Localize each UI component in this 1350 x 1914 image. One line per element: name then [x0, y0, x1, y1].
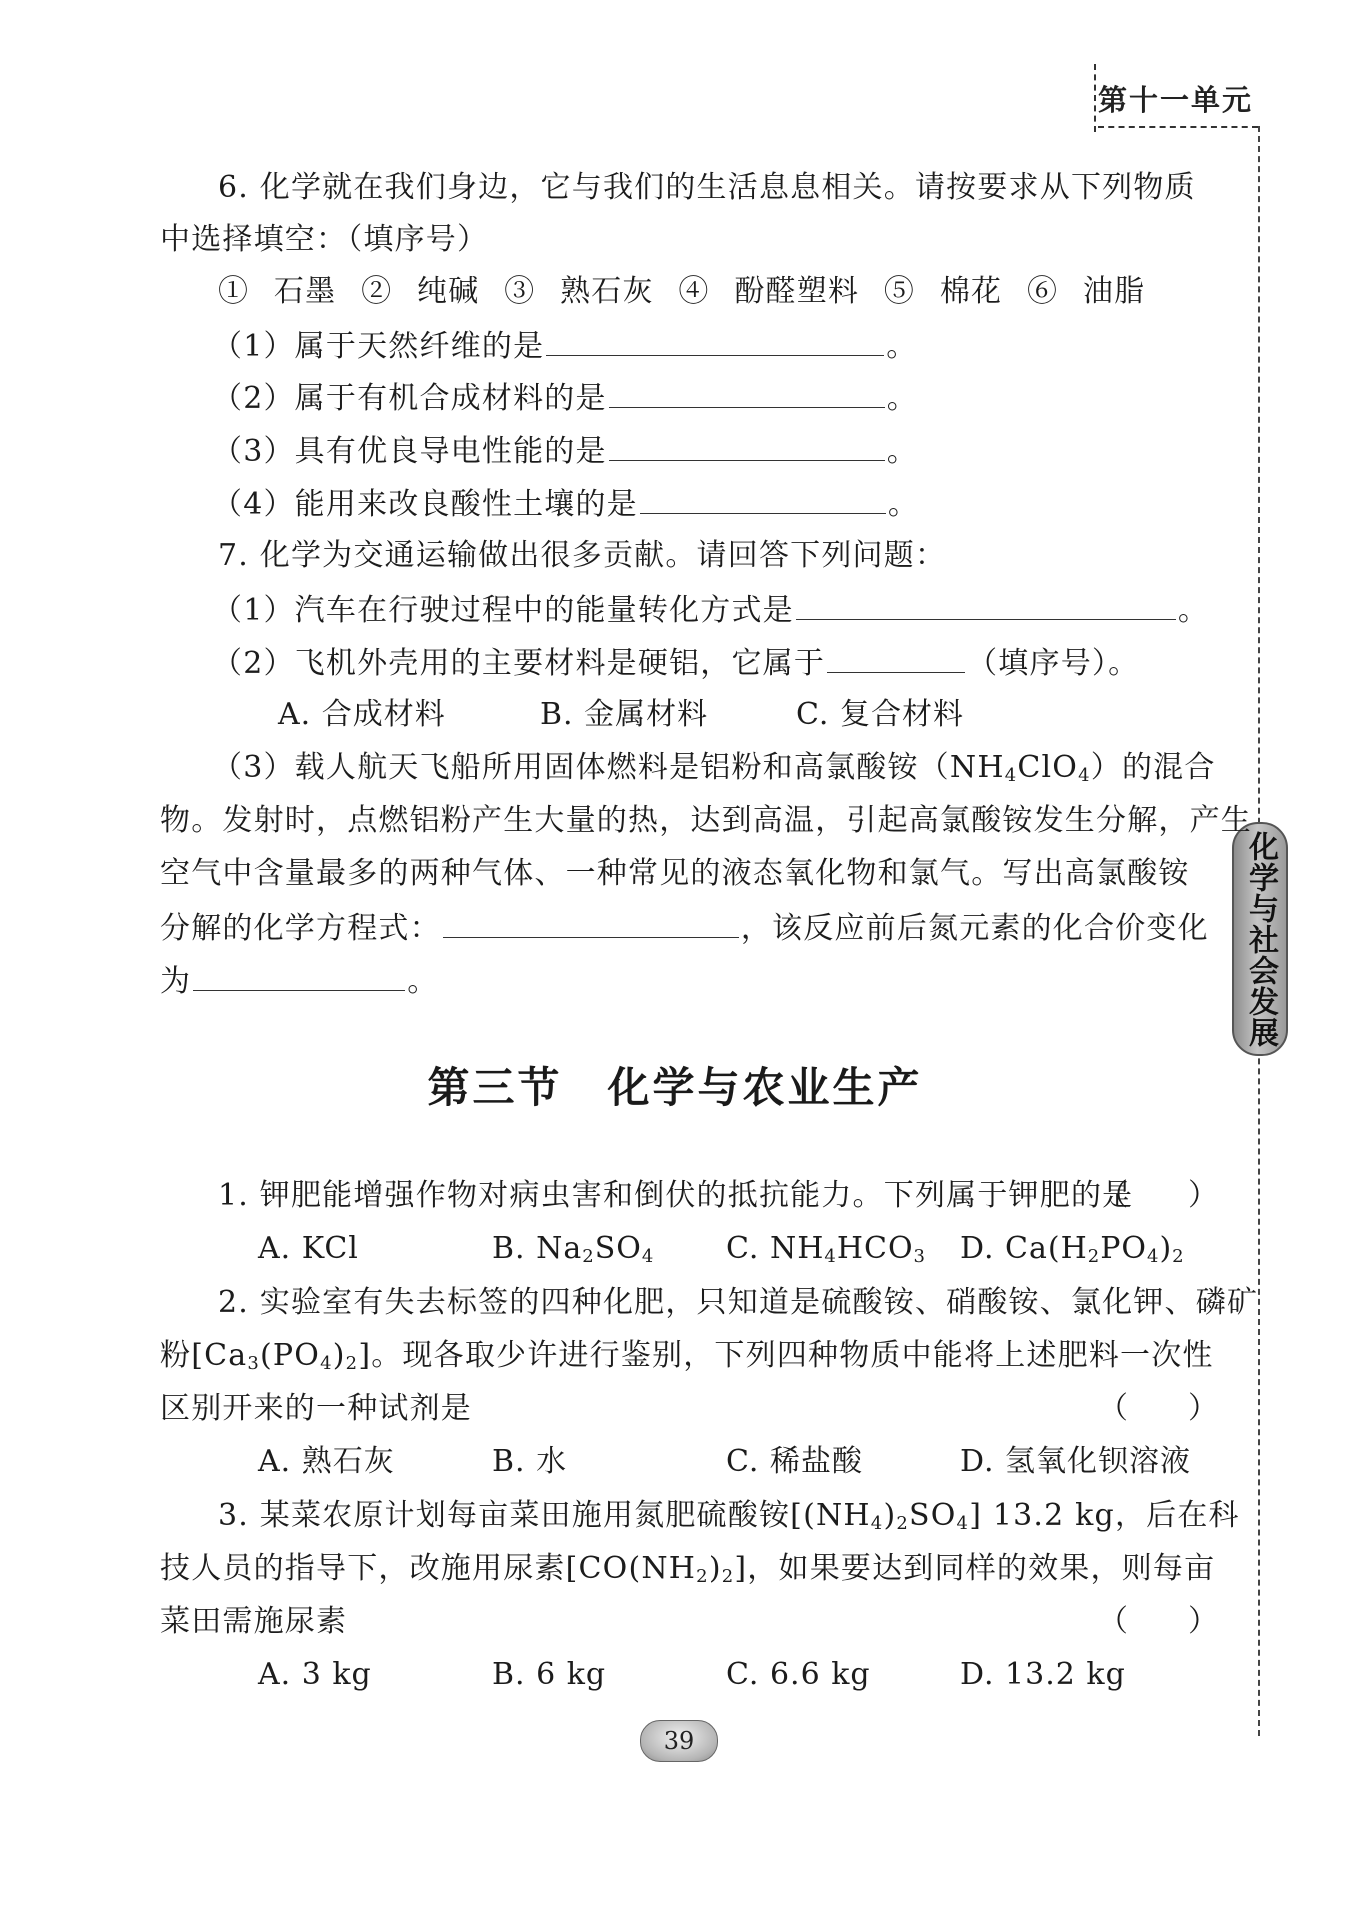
answer-blank[interactable]: [827, 642, 965, 673]
answer-parentheses[interactable]: （ ）: [1098, 1604, 1218, 1639]
text: ): [708, 1551, 722, 1586]
subscript: 3: [913, 1246, 926, 1267]
answer-blank[interactable]: [609, 430, 885, 461]
text: ]。现各取少许进行鉴别，下列四种物质中能将上述肥料一次性: [358, 1338, 1214, 1373]
q6-intro-line2: 中选择填空：（填序号）: [160, 222, 489, 257]
text: 分解的化学方程式：: [160, 911, 441, 946]
period: 。: [886, 329, 918, 364]
s3-line1: [218, 1496, 1240, 1544]
period: 。: [886, 381, 918, 416]
text: 粉[Ca: [160, 1338, 248, 1373]
text: ): [332, 1338, 346, 1373]
s3-option-a: A. 3 kg: [258, 1657, 372, 1692]
text: SO: [909, 1498, 957, 1533]
q7-intro: 7. 化学为交通运输做出很多贡献。请回答下列问题：: [218, 538, 947, 573]
subscript: 4: [956, 1513, 970, 1534]
q7-sub2: [212, 642, 1139, 684]
q6-sub2: [212, 377, 918, 419]
text: ): [883, 1498, 897, 1533]
answer-blank[interactable]: [640, 483, 886, 514]
text: B. Na: [492, 1231, 583, 1266]
text: ] 13.2 kg，后在科: [969, 1498, 1240, 1533]
subscript: 2: [345, 1353, 359, 1374]
subscript: 4: [320, 1353, 333, 1374]
text: ）的混合: [1090, 750, 1216, 785]
answer-parentheses[interactable]: （ ）: [1098, 1391, 1218, 1426]
text: C. NH: [726, 1231, 825, 1266]
s2-option-d: D. 氢氧化钡溶液: [960, 1444, 1192, 1479]
q7-sub3-line2: 物。发射时，点燃铝粉产生大量的热，达到高温，引起高氯酸铵发生分解，产生: [160, 803, 1252, 838]
s2-line1: 2. 实验室有失去标签的四种化肥，只知道是硫酸铵、硝酸铵、氯化钾、磷矿: [218, 1285, 1259, 1320]
text: D. Ca(H: [960, 1231, 1088, 1266]
page-number: 39: [640, 1720, 718, 1762]
s2-option-b: B. 水: [492, 1444, 568, 1479]
s3-line3: 菜田需施尿素: [160, 1604, 348, 1639]
answer-blank[interactable]: [609, 377, 885, 408]
q7-sub3-line3: 空气中含量最多的两种气体、一种常见的液态氧化物和氯气。写出高氯酸铵: [160, 856, 1190, 891]
section-title: 第三节 化学与农业生产: [427, 1063, 923, 1112]
text: 为: [160, 964, 192, 999]
subscript: 4: [824, 1246, 837, 1267]
answer-blank[interactable]: [443, 907, 739, 938]
text: 技人员的指导下，改施用尿素[CO(NH: [160, 1551, 697, 1586]
s2-option-c: C. 稀盐酸: [726, 1444, 863, 1479]
subscript: 2: [896, 1513, 909, 1534]
q6-sub1: [212, 325, 918, 367]
subscript: 4: [870, 1513, 884, 1534]
q6-sub4: [212, 483, 919, 525]
s3-option-d: D. 13.2 kg: [960, 1657, 1126, 1692]
s1-option-b: [492, 1229, 654, 1277]
subscript: 4: [1004, 765, 1018, 786]
s1-option-d: [960, 1229, 1185, 1277]
period: 。: [1177, 593, 1210, 628]
unit-header: 第十一单元: [1098, 83, 1254, 117]
side-tab-label: 化学与社会发展: [1243, 830, 1278, 1048]
s1-stem: 1. 钾肥能增强作物对病虫害和倒伏的抵抗能力。下列属于钾肥的是: [218, 1178, 1134, 1213]
subscript: 2: [582, 1246, 595, 1267]
q6-sub3-text: （3）具有优良导电性能的是: [212, 434, 607, 469]
q7-option-c: C. 复合材料: [796, 697, 964, 732]
subscript: 3: [247, 1353, 261, 1374]
text: 。: [407, 964, 439, 999]
subscript: 2: [1172, 1246, 1185, 1267]
q7-option-b: B. 金属材料: [540, 697, 709, 732]
q7-sub3-line5: [160, 960, 438, 1002]
answer-blank[interactable]: [193, 960, 405, 991]
text: HCO: [836, 1231, 914, 1266]
answer-blank[interactable]: [796, 589, 1176, 620]
subscript: 2: [1087, 1246, 1101, 1267]
q6-sub1-text: （1）属于天然纤维的是: [212, 329, 545, 364]
s3-option-c: C. 6.6 kg: [726, 1657, 871, 1692]
text: SO: [594, 1231, 642, 1266]
text: （3）载人航天飞船所用固体燃料是铝粉和高氯酸铵（NH: [212, 750, 1005, 785]
text: ): [1159, 1231, 1173, 1266]
text: (PO: [260, 1338, 321, 1373]
q6-intro-line1: 6. 化学就在我们身边，它与我们的生活息息相关。请按要求从下列物质: [218, 170, 1196, 205]
s2-line3: 区别开来的一种试剂是: [160, 1391, 472, 1426]
text: ]，如果要达到同样的效果，则每亩: [734, 1551, 1216, 1586]
subscript: 4: [641, 1246, 655, 1267]
q6-sub3: [212, 430, 918, 472]
text: ClO: [1017, 750, 1079, 785]
period: 。: [886, 434, 918, 469]
s3-line2: [160, 1549, 1215, 1597]
q6-sub2-text: （2）属于有机合成材料的是: [212, 381, 607, 416]
header-rule: [1098, 126, 1258, 128]
subscript: 2: [721, 1566, 735, 1587]
header-divider-vertical: [1094, 64, 1096, 132]
period: 。: [887, 487, 920, 522]
subscript: 4: [1147, 1246, 1160, 1267]
s1-option-a: A. KCl: [258, 1231, 359, 1266]
q6-sub4-text: （4）能用来改良酸性土壤的是: [212, 487, 638, 522]
side-tab: [1232, 822, 1288, 1056]
answer-parentheses[interactable]: （ ）: [1098, 1178, 1218, 1213]
subscript: 4: [1078, 765, 1091, 786]
answer-blank[interactable]: [546, 325, 884, 356]
text: 3. 某菜农原计划每亩菜田施用氮肥硫酸铵[(NH: [218, 1498, 871, 1533]
q7-option-a: A. 合成材料: [278, 697, 446, 732]
q7-sub1-text: （1）汽车在行驶过程中的能量转化方式是: [212, 593, 794, 628]
s2-line2: [160, 1336, 1214, 1384]
text: ，该反应前后氮元素的化合价变化: [740, 911, 1209, 946]
q7-sub3-line4: [160, 907, 1209, 949]
s1-option-c: [726, 1229, 926, 1277]
text: PO: [1100, 1231, 1147, 1266]
q7-sub2-hint: （填序号）。: [967, 646, 1140, 681]
q7-sub3-line1: [212, 748, 1216, 796]
s2-option-a: A. 熟石灰: [258, 1444, 395, 1479]
subscript: 2: [696, 1566, 709, 1587]
s3-option-b: B. 6 kg: [492, 1657, 607, 1692]
q6-options: ① 石墨 ② 纯碱 ③ 熟石灰 ④ 酚醛塑料 ⑤ 棉花 ⑥ 油脂: [218, 274, 1146, 309]
q7-sub1: [212, 589, 1209, 631]
q7-sub2-text: （2）飞机外壳用的主要材料是硬铝，它属于: [212, 646, 826, 681]
